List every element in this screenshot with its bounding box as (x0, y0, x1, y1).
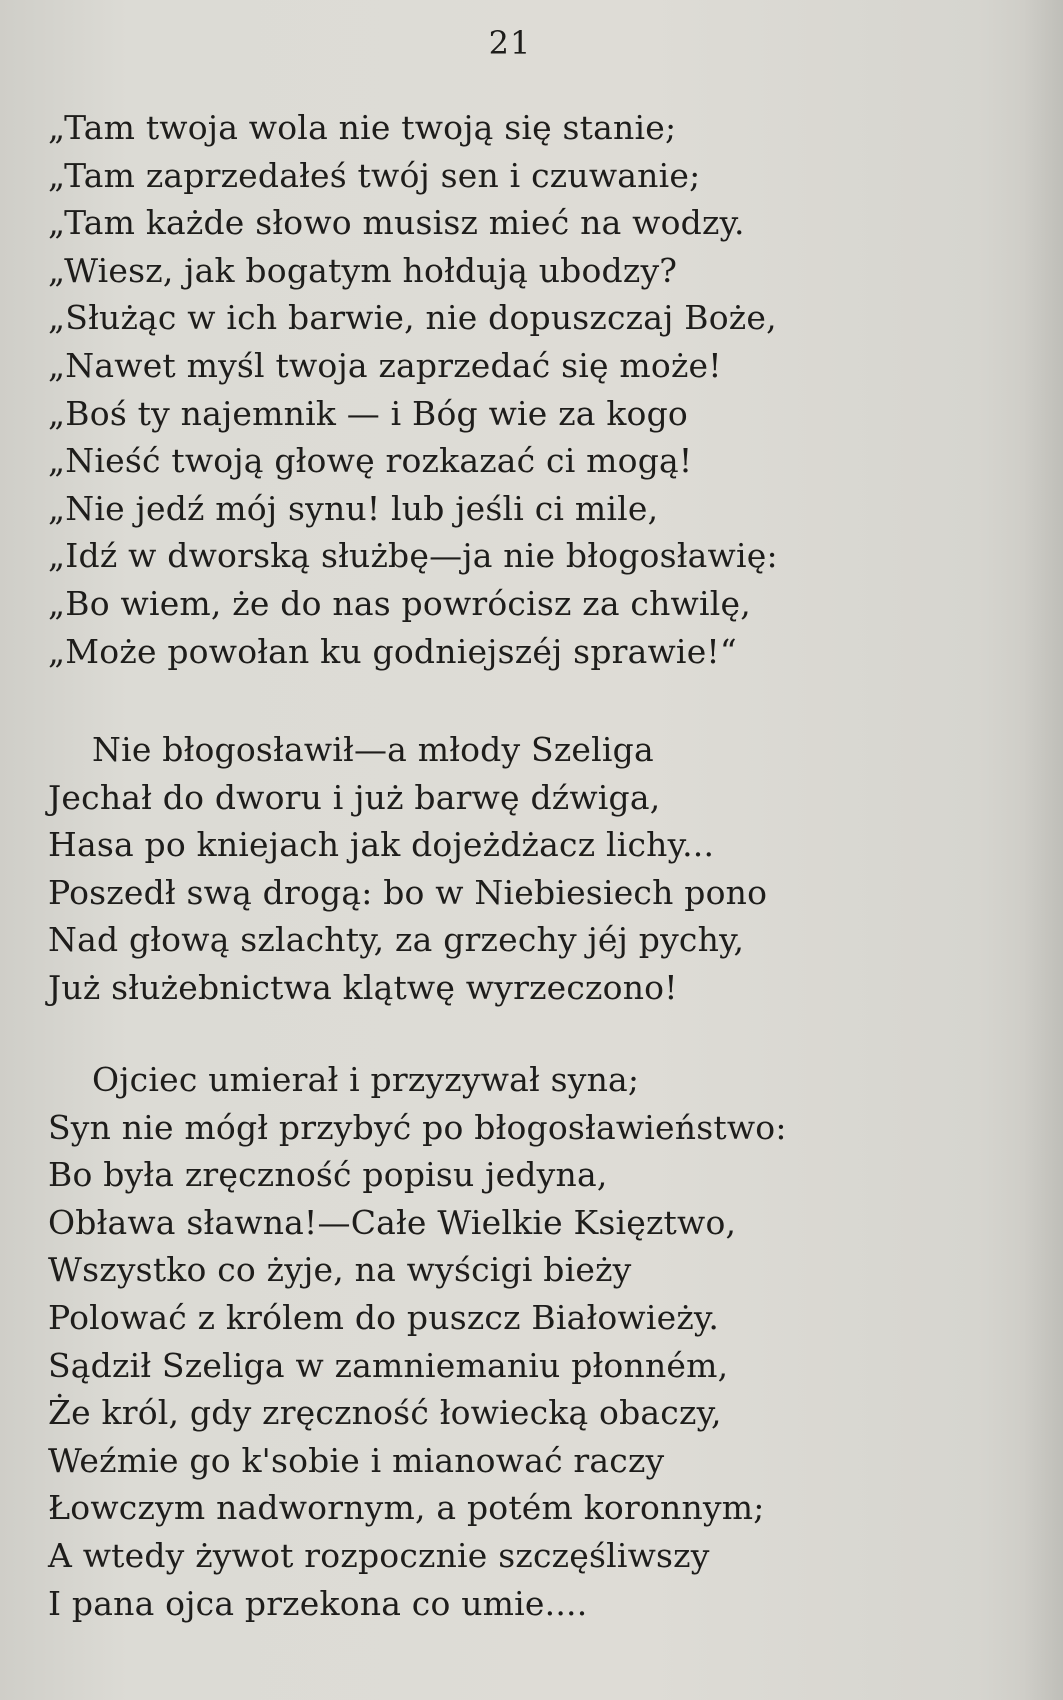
verse-line: Łowczym nadwornym, a potém koronnym; (48, 1488, 765, 1528)
verse-line: I pana ojca przekona co umie.... (48, 1583, 588, 1623)
verse-line: Hasa po kniejach jak dojeżdżacz lichy... (48, 825, 715, 865)
verse-line: „Służąc w ich barwie, nie dopuszczaj Boże, (48, 298, 777, 338)
stanza-3 (48, 1056, 1028, 1627)
verse-line: Bo była zręczność popisu jedyna, (48, 1155, 608, 1195)
page-number: 21 (488, 24, 532, 62)
verse-line: „Nie jedź mój synu! lub jeśli ci mile, (48, 488, 659, 528)
page-edge-shadow (1023, 0, 1063, 1700)
verse-line: A wtedy żywot rozpocznie szczęśliwszy (48, 1535, 710, 1575)
verse-line: Jechał do dworu i już barwę dźwiga, (48, 777, 661, 817)
verse-line: „Tam zaprzedałeś twój sen i czuwanie; (48, 155, 701, 195)
verse-line: „Tam każde słowo musisz mieć na wodzy. (48, 203, 745, 243)
verse-line: „Tam twoja wola nie twoją się stanie; (48, 108, 677, 147)
verse-line: Już służebnictwa klątwę wyrzeczono! (48, 967, 678, 1007)
verse-line: Nie błogosławił—a młody Szeliga (92, 730, 654, 769)
verse-line: Że król, gdy zręczność łowiecką obaczy, (48, 1393, 722, 1433)
verse-line: „Boś ty najemnik — i Bóg wie za kogo (48, 393, 689, 433)
verse-line: Wszystko co żyje, na wyścigi bieży (48, 1250, 632, 1290)
verse-line: Syn nie mógł przybyć po błogosławieństwo: (48, 1107, 787, 1147)
stanza-2 (48, 726, 1028, 1012)
verse-line: Obława sławna!—Całe Wielkie Księztwo, (48, 1202, 737, 1242)
verse-line: Ojciec umierał i przyzywał syna; (92, 1060, 640, 1099)
verse-line: „Nawet myśl twoja zaprzedać się może! (48, 345, 722, 385)
verse-line: „Idź w dworską służbę—ja nie błogosławię: (48, 536, 778, 576)
verse-line: Sądził Szeliga w zamniemaniu płonném, (48, 1345, 729, 1385)
verse-line: „Wiesz, jak bogatym hołdują ubodzy? (48, 250, 678, 290)
verse-line: „Może powołan ku godniejszéj sprawie!“ (48, 631, 737, 671)
stanza-1 (48, 104, 1028, 675)
verse-line: Nad głową szlachty, za grzechy jéj pychy, (48, 920, 745, 960)
verse-line: „Bo wiem, że do nas powrócisz za chwilę, (48, 583, 751, 623)
verse-line: „Nieść twoją głowę rozkazać ci mogą! (48, 441, 693, 481)
verse-line: Weźmie go k'sobie i mianować raczy (48, 1440, 665, 1480)
verse-line: Polować z królem do puszcz Białowieży. (48, 1297, 720, 1337)
verse-line: Poszedł swą drogą: bo w Niebiesiech pono (48, 872, 768, 912)
